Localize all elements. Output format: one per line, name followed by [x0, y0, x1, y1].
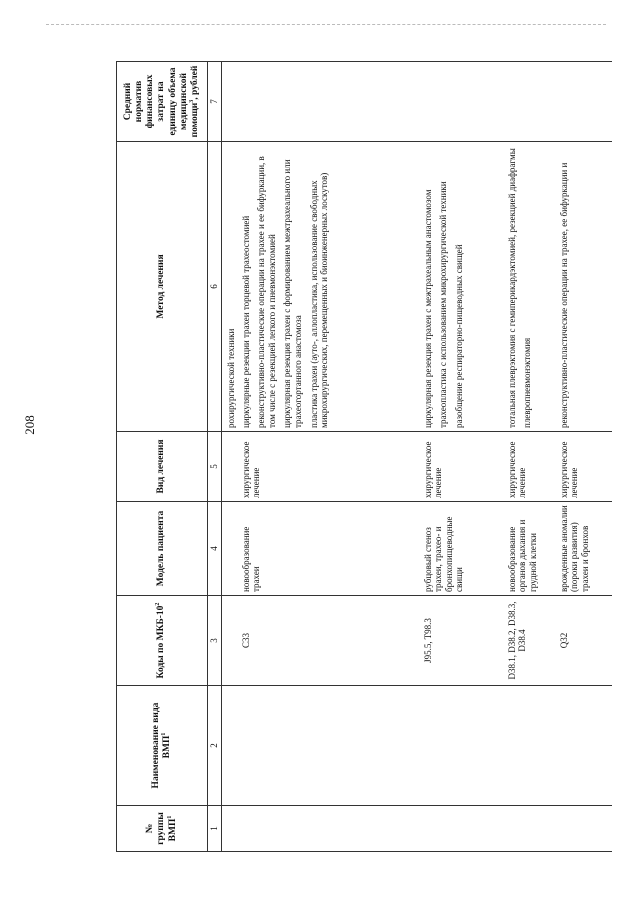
codes-column — [221, 596, 612, 686]
method-line: трахеопластика с использованием микрохирургической техники — [438, 181, 449, 428]
column-number: 2 — [208, 686, 222, 806]
table-body-row — [221, 62, 612, 852]
method-line: циркулярные резекции трахеи торцевой трахеостомией — [240, 215, 251, 428]
treatment-method-column — [221, 142, 612, 432]
method-line: циркулярная резекция трахеи с формированием межтрахеального или трахеогортанного анастомоза — [282, 159, 304, 428]
group-number-cell — [221, 806, 612, 852]
cost-norm-cell — [221, 62, 612, 142]
table-cell-treatment-type: хирургическое лечение — [240, 441, 262, 498]
method-line: плевропневмонэктомия — [522, 337, 533, 428]
column-number-row — [208, 62, 222, 852]
method-group — [241, 145, 419, 428]
table-cell-codes: Q32 — [558, 632, 569, 649]
method-group — [226, 145, 237, 428]
table-cell-treatment-type — [226, 435, 237, 498]
rotated-table-sheet — [116, 52, 616, 852]
header-icd-codes: Коды по МКБ-$10^2$ — [117, 596, 208, 686]
header-row — [117, 62, 208, 852]
header-treatment-type: Вид лечения — [117, 432, 208, 502]
top-rule — [46, 24, 606, 25]
table-cell-model: новообразование трахеи — [240, 526, 262, 592]
table-cell-codes — [226, 599, 237, 682]
vmp-table — [116, 61, 612, 852]
header-cost-norm: Средний норматив финансовых затрат на единицу объема медицинской помощи$^3$, рублей — [117, 62, 208, 142]
table-cell-codes: D38.1, D38.2, D38.3, D38.4 — [506, 601, 528, 680]
table-cell-model: врожденные аномалии (пороки развития) трахеи и бронхов — [558, 505, 590, 592]
method-line: циркулярная резекция трахеи с межтрахеальным анастомозом — [422, 189, 433, 428]
page-number: 208 — [22, 415, 37, 435]
method-line: разобщение респираторно-пищеводных свищей — [453, 244, 464, 428]
table-cell-codes: C33 — [240, 633, 251, 649]
vmp-type-cell — [221, 686, 612, 806]
header-group-number: № группы ВМП$^1$ — [117, 806, 208, 852]
table-cell-treatment-type: хирургическое лечение — [558, 441, 580, 498]
table-cell-treatment-type: хирургическое лечение — [506, 441, 528, 498]
method-group — [559, 145, 570, 428]
table-cell-treatment-type: хирургическое лечение — [422, 441, 444, 498]
method-group — [507, 145, 555, 428]
table-cell-codes: J95.5, T98.3 — [422, 618, 433, 663]
table-cell-model: новообразование органов дыхания и грудной клетки — [506, 519, 538, 592]
column-number: 6 — [208, 142, 222, 432]
method-line: реконструктивно-пластические операции на трахее, ее бифуркации и — [558, 162, 569, 428]
column-number: 3 — [208, 596, 222, 686]
column-number: 5 — [208, 432, 222, 502]
patient-model-column — [221, 502, 612, 596]
column-number: 7 — [208, 62, 222, 142]
method-line: рохирургической техники — [225, 328, 236, 428]
method-group — [423, 145, 503, 428]
treatment-type-column — [221, 432, 612, 502]
column-number: 4 — [208, 502, 222, 596]
column-number: 1 — [208, 806, 222, 852]
table-cell-model: рубцовый стеноз трахеи, трахео- и бронхопищеводные свищи — [422, 516, 465, 592]
header-patient-model: Модель пациента — [117, 502, 208, 596]
method-line: пластика трахеи (ауто-, аллопластика, использование свободных микрохирургических, перемещенных и биоинженерных лоскутов) — [308, 172, 330, 428]
method-line: тотальная плеврэктомия с гемиперикардэктомией, резекцией диафрагмы — [506, 148, 517, 428]
table-cell-model — [226, 505, 237, 592]
header-treatment-method: Метод лечения — [117, 142, 208, 432]
method-line: реконструктивно-пластические операции на трахее и ее бифуркации, в том числе с резекцией легкого и пневмонэктомией — [256, 156, 277, 428]
header-vmp-type: Наименование вида ВМП$^1$ — [117, 686, 208, 806]
